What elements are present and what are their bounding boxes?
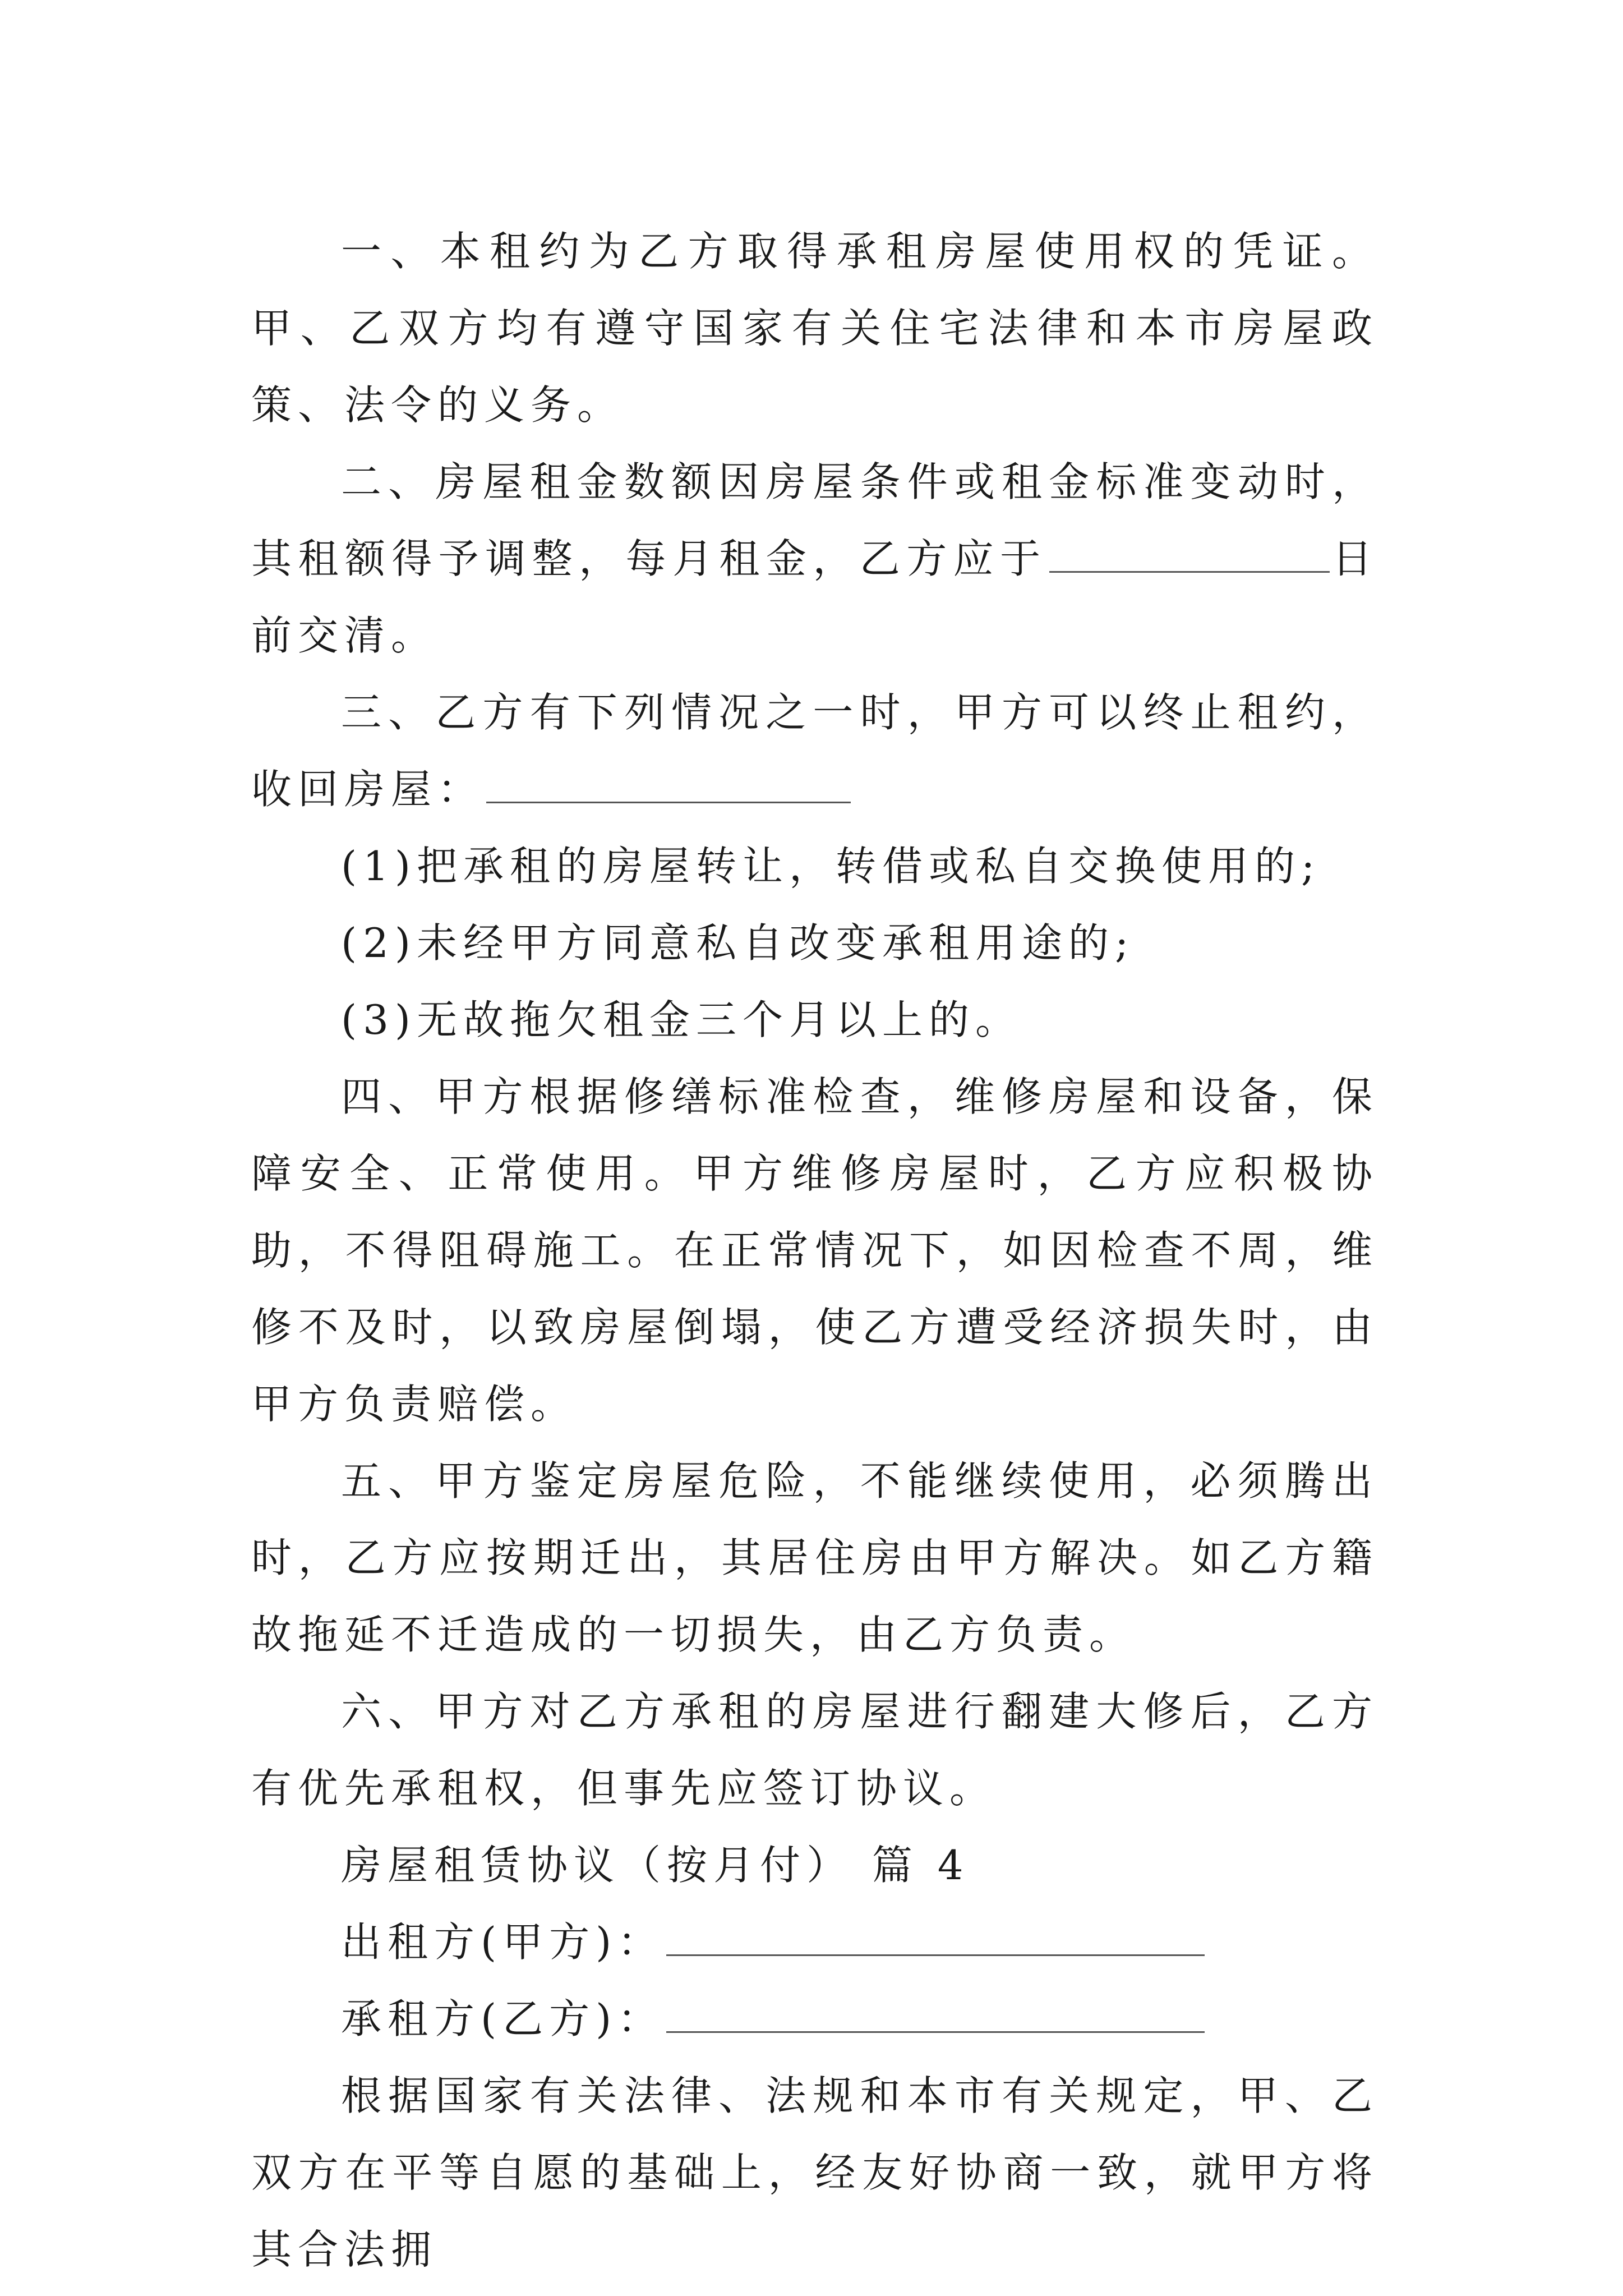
clause-3-blank: [486, 768, 851, 803]
clause-4: 四、甲方根据修缮标准检查，维修房屋和设备，保障安全、正常使用。甲方维修房屋时，乙方应积极协助，不得阻碍施工。在正常情况下，如因检查不周，维修不及时，以致房屋倒塌，使乙方遭受经济损失时，由甲方负责赔偿。: [251, 1073, 1378, 1428]
clause-2-suffix: 日前交清。: [251, 535, 1378, 659]
clause-2: [251, 444, 1378, 674]
clause-1: 一、本租约为乙方取得承租房屋使用权的凭证。甲、乙双方均有遵守国家有关住宅法律和本市房屋政策、法令的义务。: [251, 228, 1378, 429]
lessee-line: [251, 1981, 1378, 2058]
clause-3-item-1: (1)把承租的房屋转让，转借或私自交换使用的;: [341, 843, 1321, 890]
clause-3: [251, 674, 1378, 828]
clause-6: 六、甲方对乙方承租的房屋进行翻建大修后，乙方有优先承租权，但事先应签订协议。: [251, 1688, 1378, 1812]
clause-2-text: 二、房屋租金数额因房屋条件或租金标准变动时，其租额得予调整，每月租金，乙方应于: [251, 458, 1378, 582]
intro-paragraph: 根据国家有关法律、法规和本市有关规定，甲、乙双方在平等自愿的基础上，经友好协商一致，就甲方将其合法拥: [251, 2072, 1378, 2273]
clause-3-item-2: (2)未经甲方同意私自改变承租用途的;: [341, 919, 1135, 967]
section-title: 房屋租赁协议（按月付） 篇 4: [341, 1842, 970, 1889]
lessee-label: 承租方(乙方)：: [341, 1995, 665, 2042]
lessor-blank: [666, 1921, 1205, 1956]
lessor-line: [251, 1904, 1378, 1981]
lessor-label: 出租方(甲方)：: [341, 1918, 665, 1966]
document-body: [251, 213, 1378, 2288]
rent-due-date-blank: [1049, 537, 1330, 573]
clause-3-item-3: (3)无故拖欠租金三个月以上的。: [341, 996, 1022, 1043]
clause-3-text: 三、乙方有下列情况之一时，甲方可以终止租约，收回房屋：: [251, 689, 1378, 813]
lessee-blank: [666, 1998, 1205, 2033]
clause-5: 五、甲方鉴定房屋危险，不能继续使用，必须腾出时，乙方应按期迁出，其居住房由甲方解决。如乙方籍故拖延不迁造成的一切损失，由乙方负责。: [251, 1457, 1378, 1658]
